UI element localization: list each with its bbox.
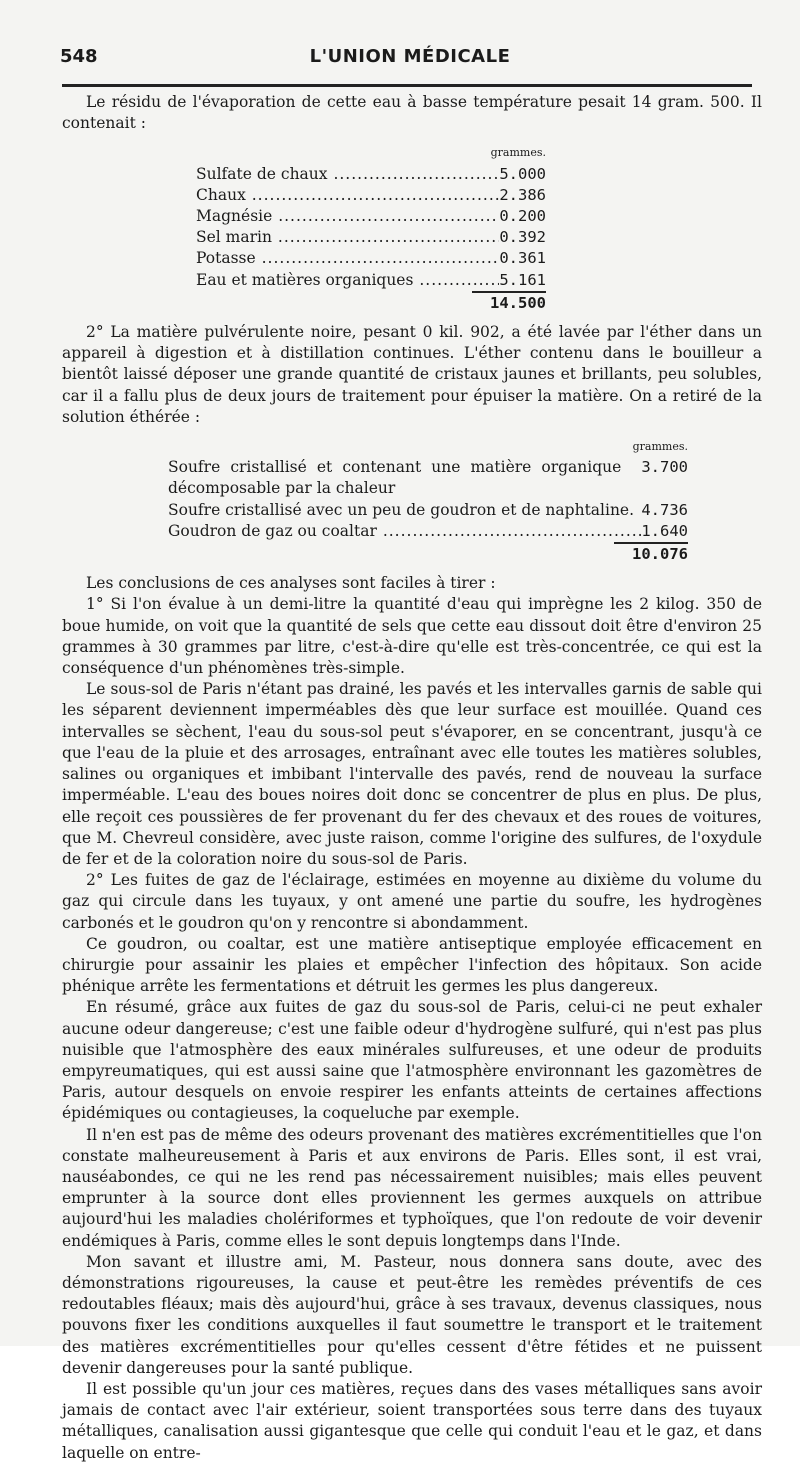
row-value: 2.386: [499, 185, 546, 204]
table-row: [196, 227, 546, 248]
paragraph: Il est possible qu'un jour ces matières, reçues dans des vases métalliques sans avoir jamais de contact avec l'air extérieur, soient transportées sous terre dans des tuyaux métalliques, canalisation aussi gigantesque que celle qui conduit l'eau et le gaz, et dans laquelle on entre-: [62, 1379, 762, 1462]
page-body: [62, 92, 762, 1464]
table-row: [196, 164, 546, 185]
paragraph: Les conclusions de ces analyses sont faciles à tirer :: [86, 574, 496, 593]
header-rule: [62, 84, 752, 87]
row-label: Eau et matières organiques .....: [196, 270, 499, 291]
ether-extract-table: [168, 436, 688, 565]
row-label: Goudron de gaz ou coaltar .....: [168, 521, 641, 542]
row-value: 4.736: [641, 500, 688, 519]
table-row: [196, 248, 546, 269]
row-value: 3.700: [641, 458, 688, 477]
row-label: Sulfate de chaux .....: [196, 164, 499, 185]
paragraph: Mon savant et illustre ami, M. Pasteur, nous donnera sans doute, avec des démonstrations rigoureuses, la cause et peut-être les remèdes préventifs de ces redoutables fléaux; mais dès aujourd'hui, grâce à ses travaux, devenus classiques, nous pouvons fixer les conditions auxquelles il faut soumettre le transport et le traitement des matières excrémentitielles pour qu'elles cessent d'être fétides et ne puissent devenir dangereuses pour la santé publique.: [62, 1252, 762, 1377]
table-unit: grammes.: [490, 146, 546, 160]
paragraph-2: 2° La matière pulvérulente noire, pesant 0 kil. 902, a été lavée par l'éther dans un appareil à digestion et à distillation continues. L'éther contenu dans le bouilleur a bientôt laissé déposer une grande quantité de cristaux jaunes et brillants, peu solubles, car il a fallu plus de deux jours de traitement pour épuiser la matière. On a retiré de la solution éthérée :: [62, 323, 762, 426]
row-label: Sel marin .....: [196, 227, 499, 248]
row-label: Soufre cristallisé et contenant une matière organique décomposable par la chaleur: [168, 458, 622, 498]
paragraph: Ce goudron, ou coaltar, est une matière antiseptique employée efficacement en chirurgie pour assainir les plaies et empêcher l'infection des hôpitaux. Son acide phénique arrête les fermentations et détruit les germes les plus dangereux.: [62, 934, 762, 996]
row-value: 5.161: [499, 270, 546, 289]
paragraph: Le sous-sol de Paris n'étant pas drainé, les pavés et les intervalles garnis de sable qui les séparent deviennent imperméables dès que leur surface est mouillée. Quand ces intervalles se sèchent, l'eau du sous-sol peut s'évaporer, en se concentrant, jusqu'à ce que l'eau de la pluie et des arrosages, entraînant avec elle toutes les matières solubles, salines ou organiques et imbibant l'intervalle des pavés, rend de nouveau la surface imperméable. L'eau des boues noires doit donc se concentrer de plus en plus. De plus, elle reçoit ces poussières de fer provenant du fer des chevaux et des roues de voitures, que M. Chevreul considère, avec juste raison, comme l'origine des sulfures, de l'oxydule de fer et de la coloration noire du sous-sol de Paris.: [62, 680, 762, 868]
row-value: 0.200: [499, 207, 546, 226]
row-value: 0.392: [499, 228, 546, 247]
row-label: Magnésie .....: [196, 206, 499, 227]
table-unit: grammes.: [632, 440, 688, 454]
table-row: [196, 270, 546, 291]
table-row: [168, 500, 688, 521]
table-row: [196, 206, 546, 227]
paragraph: Il n'en est pas de même des odeurs provenant des matières excrémentitielles que l'on constate malheureusement à Paris et aux environs de Paris. Elles sont, il est vrai, nauséabondes, ce qui ne les rend pas nécessairement nuisibles; mais elles peuvent emprunter à la source dont elles proviennent les germes auxquels on attribue aujourd'hui les maladies cholériformes et typhoïques, que l'on redoute de voir devenir endémiques à Paris, comme elles le sont depuis longtemps dans l'Inde.: [62, 1125, 762, 1250]
table-total: 10.076: [632, 545, 688, 564]
row-value: 0.361: [499, 249, 546, 268]
table-row: [168, 521, 688, 542]
row-label: Potasse .....: [196, 248, 499, 269]
table-total: 14.500: [490, 293, 546, 312]
row-label: Chaux .....: [196, 185, 499, 206]
row-value: 1.640: [641, 521, 688, 540]
row-value: 5.000: [499, 164, 546, 183]
page-number: 548: [60, 46, 98, 67]
paragraph: En résumé, grâce aux fuites de gaz du sous-sol de Paris, celui-ci ne peut exhaler aucune odeur dangereuse; c'est une faible odeur d'hydrogène sulfuré, qui n'est pas plus nuisible que l'atmosphère des eaux minérales sulfureuses, et une odeur de produits empyreumatiques, qui est aussi saine que l'atmosphère environnant les gazomètres de Paris, autour desquels on envoie respirer les enfants atteints de certaines affections épidémiques ou contagieuses, la coqueluche par exemple.: [62, 998, 762, 1123]
running-title: L'UNION MÉDICALE: [309, 46, 511, 67]
page-header: [40, 46, 780, 78]
paragraph: 1° Si l'on évalue à un demi-litre la quantité d'eau qui imprègne les 2 kilog. 350 de boue humide, on voit que la quantité de sels que cette eau dissout doit être d'environ 25 grammes à 30 grammes par litre, c'est-à-dire qu'elle est très-concentrée, ce qui est la conséquence d'un phénomènes très-simple.: [62, 595, 762, 678]
table-row: [168, 457, 688, 499]
paragraph: 2° Les fuites de gaz de l'éclairage, estimées en moyenne au dixième du volume du gaz qui circule dans les tuyaux, y ont amené une partie du soufre, les hydrogènes carbonés et le goudron qu'on y rencontre si abondamment.: [62, 871, 762, 932]
paragraph-intro: Le résidu de l'évaporation de cette eau à basse température pesait 14 gram. 500. Il contenait :: [62, 93, 762, 133]
row-label: Soufre cristallisé avec un peu de goudron et de naphtaline.: [168, 500, 635, 519]
table-row: [196, 185, 546, 206]
residue-table: [196, 142, 546, 314]
